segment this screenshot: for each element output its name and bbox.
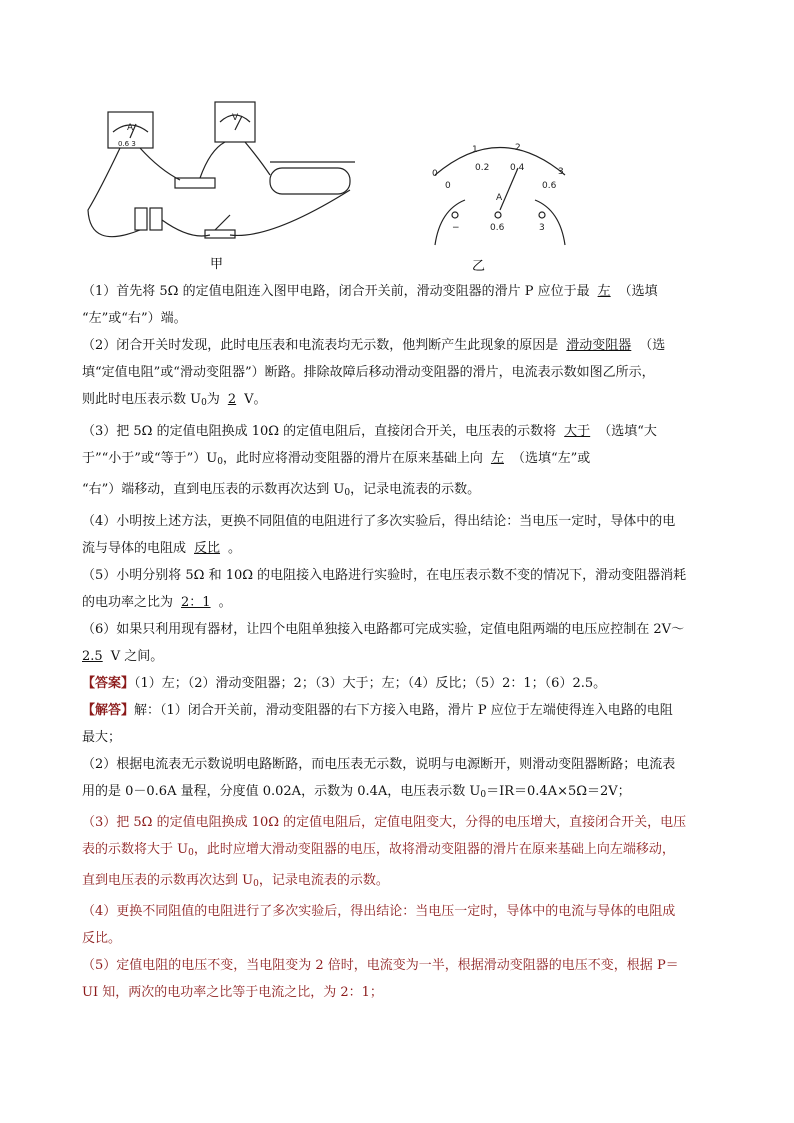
solution-line-11: UI 知，两次的电功率之比等于电流之比，为 2：1； (82, 985, 383, 1000)
q3-text-d2: ，记录电流表的示数。 (350, 482, 481, 497)
scale-top-1: 1 (472, 145, 478, 155)
q3-text-a: （3）把 5Ω 的定值电阻换成 10Ω 的定值电阻后，直接闭合开关，电压表的示数将 (82, 424, 557, 439)
q1-text-c: “左”或“右”）端。 (82, 311, 187, 326)
ammeter-label: A (127, 123, 134, 133)
q2-text-d3: V。 (244, 392, 267, 407)
circuit-diagram (80, 90, 720, 275)
voltmeter-label: V (232, 113, 239, 123)
solution-sub-7: 0 (253, 879, 259, 889)
q3-answer: 大于 (564, 424, 591, 439)
meter-pointer (500, 168, 518, 210)
q3-text-c2: ，此时应将滑动变阻器的滑片在原来基础上向 (222, 451, 483, 466)
circuit-figure (80, 90, 720, 275)
question-4 (82, 508, 722, 562)
meter-unit: A (496, 193, 503, 203)
q2-text-c: 填“定值电阻”或“滑动变阻器”）断路。排除故障后移动滑动变阻器的滑片，电流表示数如图乙所示， (82, 365, 655, 380)
battery-1 (135, 208, 147, 230)
q2-sub: 0 (201, 398, 207, 408)
q1-answer: 左 (597, 284, 611, 299)
caption-left: 甲 (210, 257, 224, 272)
solution-line-1: 解：（1）闭合开关前，滑动变阻器的右下方接入电路，滑片 P 应位于左端使得连入电路的电阻 (134, 703, 673, 718)
q3-text-c3: （选填“左”或 (511, 451, 591, 466)
battery-2 (150, 208, 162, 230)
switch-base (175, 178, 215, 188)
solution-line-4b: ＝IR＝0.4A×5Ω＝2V； (486, 784, 631, 799)
solution-line-2: 最大； (82, 730, 122, 745)
q5-text-b: 的电功率之比为 (82, 595, 174, 610)
q2-answer-2: 2 (227, 392, 237, 407)
solution-line-6a: 表的示数将大于 U (82, 842, 189, 857)
meter-scale-arc (435, 148, 565, 176)
q1-text-a: （1）首先将 5Ω 的定值电阻连入图甲电路，闭合开关前，滑动变阻器的滑片 P 应位于最 (82, 284, 590, 299)
scale-bottom-0: 0 (445, 181, 451, 191)
scale-top-2: 2 (515, 143, 521, 153)
rheostat-body (270, 168, 350, 194)
q3-sub-2: 0 (344, 488, 351, 498)
solution-line-4a: 用的是 0－0.6A 量程，分度值 0.02A，示数为 0.4A，电压表示数 U (82, 784, 481, 799)
scale-top-0: 0 (432, 169, 438, 179)
terminal-minus: − (452, 223, 460, 233)
q4-text-b: 流与导体的电阻成 (82, 541, 187, 556)
question-5 (82, 562, 722, 616)
q1-text-b: （选填 (618, 284, 658, 299)
scale-bottom-2: 0.4 (510, 163, 525, 173)
scale-bottom-1: 0.2 (475, 163, 490, 173)
solution-line-7a: 直到电压表的示数再次达到 U (82, 873, 254, 888)
q6-answer: 2.5 (82, 649, 103, 664)
q5-answer: 2：1 (181, 595, 211, 610)
question-2 (82, 332, 722, 417)
answer-text: （1）左；（2）滑动变阻器；2；（3）大于；左；（4）反比；（5）2：1；（6）2.5。 (134, 676, 607, 691)
question-3 (82, 418, 722, 507)
solution-sub-6: 0 (188, 848, 194, 858)
scale-bottom-3: 0.6 (542, 181, 557, 191)
answer-label: 【答案】 (82, 676, 135, 691)
q2-text-d2: 为 (206, 392, 220, 407)
solution-line-9: 反比。 (82, 931, 122, 946)
solution-line-3: （2）根据电流表无示数说明电路断路，而电压表无示数，说明与电源断开，则滑动变阻器断路；电流表 (82, 757, 676, 772)
solution-line-8: （4）更换不同阻值的电阻进行了多次实验后，得出结论：当电压一定时，导体中的电流与导体的电阻成 (82, 904, 676, 919)
q3-sub: 0 (217, 457, 223, 467)
q5-text-a: （5）小明分别将 5Ω 和 10Ω 的电阻接入电路进行实验时，在电压表示数不变的情况下，滑动变阻器消耗 (82, 568, 687, 583)
q6-text-b: V 之间。 (110, 649, 164, 664)
knife-switch (205, 230, 235, 238)
q2-answer: 滑动变阻器 (566, 338, 632, 353)
q2-text-b: （选 (639, 338, 666, 353)
scale-top-3: 3 (558, 167, 564, 177)
q3-text-d: “右”）端移动，直到电压表的示数再次达到 U (82, 482, 345, 497)
q3-answer-2: 左 (490, 451, 504, 466)
q2-text-d: 则此时电压表示数 U (82, 392, 202, 407)
solution-line-5: （3）把 5Ω 的定值电阻换成 10Ω 的定值电阻后，定值电阻变大，分得的电压增大，直接闭合开关，电压 (82, 815, 687, 830)
q6-text-a: （6）如果只利用现有器材，让四个电阻单独接入电路都可完成实验，定值电阻两端的电压应控制在 2V～ (82, 622, 685, 637)
q4-text-c: 。 (228, 541, 242, 556)
question-6 (82, 616, 722, 670)
answer-block (82, 670, 722, 697)
ammeter-terminals: 0.6 3 (118, 140, 136, 148)
q5-text-c: 。 (218, 595, 232, 610)
terminal-3: 3 (539, 223, 545, 233)
q2-text-a: （2）闭合开关时发现，此时电压表和电流表均无示数，他判断产生此现象的原因是 (82, 338, 559, 353)
q4-text-a: （4）小明按上述方法，更换不同阻值的电阻进行了多次实验后，得出结论：当电压一定时，导体中的电 (82, 514, 676, 529)
caption-right: 乙 (472, 259, 486, 274)
q3-text-b: （选填“大 (598, 424, 657, 439)
solution-block (82, 697, 722, 1006)
q3-text-c: 于”“小于”或“等于”）U (82, 451, 218, 466)
solution-label: 【解答】 (82, 703, 135, 718)
solution-sub-4: 0 (480, 790, 487, 800)
question-1 (82, 278, 722, 332)
terminal-06: 0.6 (490, 223, 505, 233)
solution-line-7b: ，记录电流表的示数。 (258, 873, 389, 888)
solution-line-10: （5）定值电阻的电压不变，当电阻变为 2 倍时，电流变为一半，根据滑动变阻器的电压不变，根据 P＝ (82, 958, 679, 973)
q4-answer: 反比 (194, 541, 221, 556)
solution-line-6b: ，此时应增大滑动变阻器的电压，故将滑动变阻器的滑片在原来基础上向左端移动， (193, 842, 675, 857)
